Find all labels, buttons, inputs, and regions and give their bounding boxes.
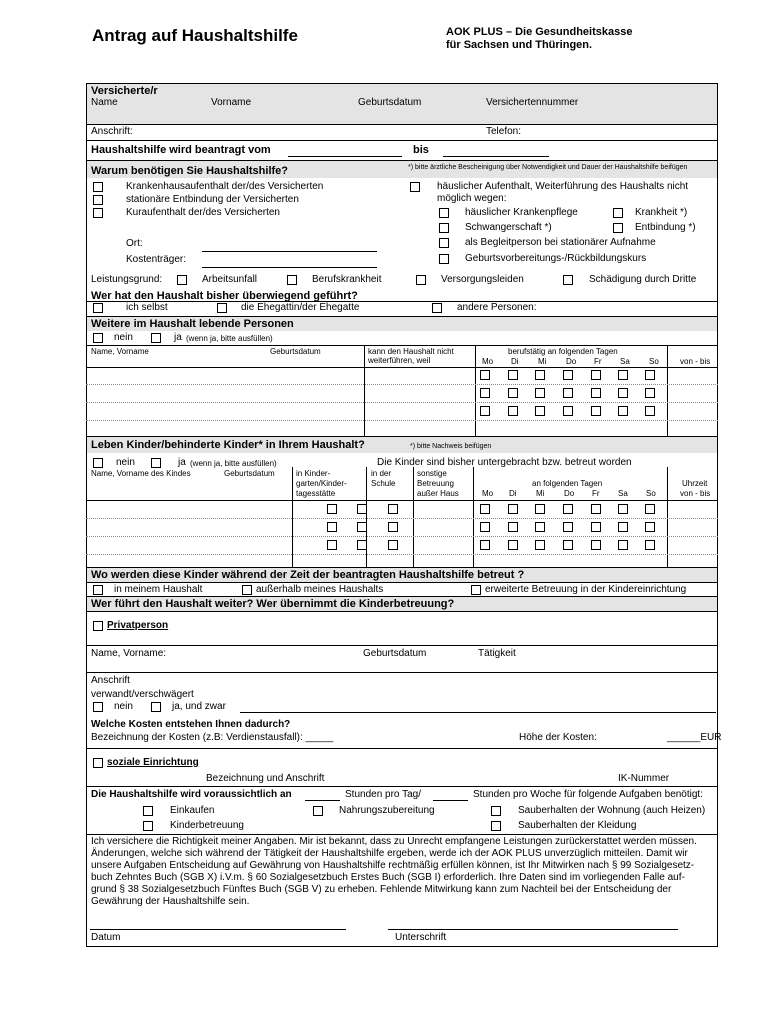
insured-heading: Versicherte/r xyxy=(91,85,158,97)
unterschrift-label: Unterschrift xyxy=(395,932,447,943)
kids-col-uhr2: von - bis xyxy=(680,489,711,498)
kids-checkbox[interactable] xyxy=(508,504,518,514)
others-heading: Weitere im Haushalt lebende Personen xyxy=(91,318,294,330)
einrichtung-ik-label: IK-Nummer xyxy=(618,773,670,784)
insured-vorname-label: Vorname xyxy=(211,97,252,108)
who-other-checkbox[interactable] xyxy=(432,303,442,313)
verwandt-nein-checkbox[interactable] xyxy=(93,702,103,712)
berufskrankheit-checkbox[interactable] xyxy=(287,275,297,285)
why-checkbox-1[interactable] xyxy=(93,182,103,192)
kids-ja-label: ja xyxy=(178,457,186,468)
krankheit-checkbox[interactable] xyxy=(613,208,623,218)
period-label: Haushaltshilfe wird beantragt vom xyxy=(91,144,271,156)
where-extended-checkbox[interactable] xyxy=(471,585,481,595)
private-geb-label: Geburtsdatum xyxy=(363,648,427,659)
kids-checkbox[interactable] xyxy=(591,540,601,550)
declaration-line-3: unsere Aufgaben Entscheidung auf Gewährung von Haushaltshilfe rechtmäßig erfüllen können, ist Ihr Mitwirken nach § 99 Sozialgesetz- xyxy=(91,860,695,871)
kinderbetreuung-checkbox[interactable] xyxy=(143,821,153,831)
kosten-bezeichnung-label: Bezeichnung der Kosten (z.B: Verdienstausfall): _____ xyxy=(91,732,334,743)
insured-name-input[interactable] xyxy=(90,110,710,123)
kids-checkbox[interactable] xyxy=(591,504,601,514)
where-heading: Wo werden diese Kinder während der Zeit der beantragten Haushaltshilfe betreut ? xyxy=(91,569,525,581)
schaedigung-label: Schädigung durch Dritte xyxy=(589,274,697,285)
period-bis-label: bis xyxy=(413,144,429,156)
kids-checkbox[interactable] xyxy=(645,504,655,514)
kinderbetreuung-label: Kinderbetreuung xyxy=(170,820,244,831)
kids-checkbox[interactable] xyxy=(480,540,490,550)
wohnung-label: Sauberhalten der Wohnung (auch Heizen) xyxy=(518,805,706,816)
geburtsvorbereitung-checkbox[interactable] xyxy=(439,254,449,264)
hours-label-c: Stunden pro Woche für folgende Aufgaben benötigt: xyxy=(473,789,703,800)
others-day-checkbox[interactable] xyxy=(480,370,490,380)
period-from-input[interactable] xyxy=(288,156,402,157)
others-col-days: berufstätig an folgenden Tagen xyxy=(508,347,618,356)
continue-heading: Wer führt den Haushalt weiter? Wer übernimmt die Kinderbetreuung? xyxy=(91,598,455,610)
others-col-reason2: weiterführen, weil xyxy=(368,356,431,365)
kids-day-mo: Mo xyxy=(482,489,494,498)
kids-checkbox[interactable] xyxy=(618,504,628,514)
kostentraeger-input[interactable] xyxy=(202,267,377,268)
others-col-vonbis: von - bis xyxy=(680,357,711,366)
kids-note: *) bitte Nachweis beifügen xyxy=(410,443,492,450)
schwangerschaft-label: Schwangerschaft *) xyxy=(465,222,552,233)
others-day-checkbox[interactable] xyxy=(508,406,518,416)
soziale-einrichtung-label: soziale Einrichtung xyxy=(107,757,199,768)
others-day-mi: Mi xyxy=(538,357,547,366)
others-day-checkbox[interactable] xyxy=(645,406,655,416)
kids-checkbox[interactable] xyxy=(563,522,573,532)
arbeitsunfall-checkbox[interactable] xyxy=(177,275,187,285)
nahrung-label: Nahrungszubereitung xyxy=(339,805,435,816)
others-day-fr: Fr xyxy=(594,357,602,366)
who-other-label: andere Personen: xyxy=(457,302,537,313)
kids-day-sa: Sa xyxy=(618,489,628,498)
kids-checkbox[interactable] xyxy=(645,540,655,550)
table-row xyxy=(86,518,718,519)
leistungsgrund-label: Leistungsgrund: xyxy=(91,274,163,285)
kids-checkbox[interactable] xyxy=(327,504,337,514)
others-day-checkbox[interactable] xyxy=(480,406,490,416)
haeusl-krankenpflege-checkbox[interactable] xyxy=(439,208,449,218)
declaration-line-5: grund § 38 Sozialgesetzbuch Fünftes Buch (SGB V) zu erheben. Fehlende Mitwirkung kann zum Nachteil bei der Entscheidung der xyxy=(91,884,672,895)
declaration-line-2: Änderungen, welche sich während der Tätigkeit der Haushaltshilfe ergeben, werde ich der AOK PLUS unverzüglich mitteilen. Damit wir xyxy=(91,848,688,859)
kids-col-sch2: Schule xyxy=(371,479,396,488)
schwangerschaft-checkbox[interactable] xyxy=(439,223,449,233)
begleitperson-label: als Begleitperson bei stationärer Aufnahme xyxy=(465,237,656,248)
others-day-checkbox[interactable] xyxy=(535,370,545,380)
who-spouse-label: die Ehegattin/der Ehegatte xyxy=(241,302,360,313)
others-day-sa: Sa xyxy=(620,357,630,366)
kids-checkbox[interactable] xyxy=(388,522,398,532)
kids-checkbox[interactable] xyxy=(508,540,518,550)
who-spouse-checkbox[interactable] xyxy=(217,303,227,313)
who-self-label: ich selbst xyxy=(126,302,168,313)
kids-day-mi: Mi xyxy=(536,489,545,498)
others-day-checkbox[interactable] xyxy=(563,406,573,416)
kids-checkbox[interactable] xyxy=(388,540,398,550)
others-ja-note: (wenn ja, bitte ausfüllen) xyxy=(186,334,273,343)
nahrung-checkbox[interactable] xyxy=(313,806,323,816)
hours-per-day-input[interactable] xyxy=(305,800,340,801)
table-row xyxy=(86,554,718,555)
kids-checkbox[interactable] xyxy=(357,540,367,550)
others-nein-label: nein xyxy=(114,332,133,343)
table-row xyxy=(86,384,718,385)
soziale-einrichtung-checkbox[interactable] xyxy=(93,758,103,768)
who-self-checkbox[interactable] xyxy=(93,303,103,313)
kids-checkbox[interactable] xyxy=(535,540,545,550)
others-day-checkbox[interactable] xyxy=(645,370,655,380)
arbeitsunfall-label: Arbeitsunfall xyxy=(202,274,258,285)
others-day-checkbox[interactable] xyxy=(480,388,490,398)
kleidung-checkbox[interactable] xyxy=(491,821,501,831)
kids-col-so3: außer Haus xyxy=(417,489,459,498)
kids-checkbox[interactable] xyxy=(480,522,490,532)
why-checkbox-3[interactable] xyxy=(93,208,103,218)
unterschrift-input[interactable] xyxy=(388,929,678,930)
kids-checkbox[interactable] xyxy=(327,540,337,550)
kids-col-so2: Betreuung xyxy=(417,479,454,488)
datum-input[interactable] xyxy=(90,929,346,930)
insured-versichertennummer-label: Versichertennummer xyxy=(486,97,579,108)
krankheit-label: Krankheit *) xyxy=(635,207,688,218)
others-day-checkbox[interactable] xyxy=(535,388,545,398)
anschrift-label: Anschrift: xyxy=(91,126,133,137)
others-col-reason1: kann den Haushalt nicht xyxy=(368,347,454,356)
declaration-line-6: Gewährung der Haushaltshilfe sein. xyxy=(91,896,250,907)
declaration-line-4: buch Zehntes Buch (SGB X) i.V.m. § 60 Sozialgesetzbuch Erstes Buch (SGB I) erforderlich. Ihre Daten sind im vorliegenden Falle auf- xyxy=(91,872,685,883)
others-col-geb: Geburtsdatum xyxy=(270,347,321,356)
others-day-checkbox[interactable] xyxy=(618,406,628,416)
period-to-input[interactable] xyxy=(443,156,549,157)
verwandt-ja-checkbox[interactable] xyxy=(151,702,161,712)
private-taet-label: Tätigkeit xyxy=(478,648,516,659)
kids-checkbox[interactable] xyxy=(618,522,628,532)
others-day-checkbox[interactable] xyxy=(591,406,601,416)
others-day-checkbox[interactable] xyxy=(535,406,545,416)
kids-checkbox[interactable] xyxy=(388,504,398,514)
table-row xyxy=(86,420,718,421)
others-day-mo: Mo xyxy=(482,357,494,366)
kids-checkbox[interactable] xyxy=(535,504,545,514)
kids-checkbox[interactable] xyxy=(508,522,518,532)
kids-checkbox[interactable] xyxy=(327,522,337,532)
verwandt-label: verwandt/verschwägert xyxy=(91,689,194,700)
private-name-label: Name, Vorname: xyxy=(91,648,167,659)
why-option-3: Kuraufenthalt der/des Versicherten xyxy=(126,207,280,218)
hours-per-week-input[interactable] xyxy=(433,800,468,801)
kids-checkbox[interactable] xyxy=(591,522,601,532)
declaration-line-1: Ich versichere die Richtigkeit meiner Angaben. Mir ist bekannt, dass zu Unrecht empfangene Leistungen zurückerstattet werden müssen. xyxy=(91,836,697,847)
org-line-1: AOK PLUS – Die Gesundheitskasse xyxy=(446,26,633,38)
where-outside-label: außerhalb meines Haushalts xyxy=(256,584,384,595)
schaedigung-checkbox[interactable] xyxy=(563,275,573,285)
kids-day-so: So xyxy=(646,489,656,498)
where-home-checkbox[interactable] xyxy=(93,585,103,595)
kids-day-do: Do xyxy=(564,489,575,498)
privatperson-label: Privatperson xyxy=(107,620,169,631)
kids-col-sch1: in der xyxy=(371,469,392,478)
why-option-2: stationäre Entbindung der Versicherten xyxy=(126,194,299,205)
begleitperson-checkbox[interactable] xyxy=(439,238,449,248)
why-home-line2: möglich wegen: xyxy=(437,193,507,204)
why-heading: Warum benötigen Sie Haushaltshilfe? xyxy=(91,165,289,177)
others-day-checkbox[interactable] xyxy=(645,388,655,398)
where-home-label: in meinem Haushalt xyxy=(114,584,203,595)
others-day-di: Di xyxy=(511,357,519,366)
others-day-do: Do xyxy=(566,357,577,366)
kids-checkbox[interactable] xyxy=(480,504,490,514)
kids-col-name: Name, Vorname des Kindes xyxy=(91,469,191,478)
table-row xyxy=(86,402,718,403)
kosten-hoehe-label: Höhe der Kosten: xyxy=(519,732,597,743)
kids-checkbox[interactable] xyxy=(618,540,628,550)
hours-label-b: Stunden pro Tag/ xyxy=(345,789,421,800)
kids-checkbox[interactable] xyxy=(563,540,573,550)
verwandt-nein-label: nein xyxy=(114,701,133,712)
hours-label-a: Die Haushaltshilfe wird voraussichtlich an xyxy=(91,789,292,800)
kids-col-geb: Geburtsdatum xyxy=(224,469,275,478)
others-day-checkbox[interactable] xyxy=(591,370,601,380)
others-day-checkbox[interactable] xyxy=(563,370,573,380)
table-row xyxy=(86,536,718,537)
kids-col-kg3: tagesstätte xyxy=(296,489,336,498)
entbindung-label: Entbindung *) xyxy=(635,222,696,233)
others-ja-checkbox[interactable] xyxy=(151,333,161,343)
why-note: *) bitte ärztliche Bescheinigung über Notwendigkeit und Dauer der Haushaltshilfe beifügen xyxy=(408,164,688,171)
org-line-2: für Sachsen und Thüringen. xyxy=(446,39,593,51)
page-title: Antrag auf Haushaltshilfe xyxy=(92,26,298,45)
why-checkbox-2[interactable] xyxy=(93,195,103,205)
ort-label: Ort: xyxy=(126,238,143,249)
why-option-1: Krankenhausaufenthalt der/des Versicherten xyxy=(126,181,324,192)
wohnung-checkbox[interactable] xyxy=(491,806,501,816)
others-ja-label: ja xyxy=(174,332,182,343)
einkaufen-label: Einkaufen xyxy=(170,805,215,816)
others-day-checkbox[interactable] xyxy=(508,388,518,398)
others-day-checkbox[interactable] xyxy=(618,370,628,380)
einkaufen-checkbox[interactable] xyxy=(143,806,153,816)
kids-checkbox[interactable] xyxy=(357,522,367,532)
why-home-line1: häuslicher Aufenthalt, Weiterführung des Haushalts nicht xyxy=(437,181,689,192)
kids-day-fr: Fr xyxy=(592,489,600,498)
kids-checkbox[interactable] xyxy=(645,522,655,532)
einrichtung-bez-label: Bezeichnung und Anschrift xyxy=(206,773,325,784)
others-nein-checkbox[interactable] xyxy=(93,333,103,343)
kids-nein-checkbox[interactable] xyxy=(93,458,103,468)
kids-sub-heading: Die Kinder sind bisher untergebracht bzw. betreut worden xyxy=(377,457,632,468)
datum-label: Datum xyxy=(91,932,121,943)
kostentraeger-label: Kostenträger: xyxy=(126,254,187,265)
kids-checkbox[interactable] xyxy=(535,522,545,532)
haeusl-krankenpflege-label: häuslicher Krankenpflege xyxy=(465,207,578,218)
others-day-checkbox[interactable] xyxy=(563,388,573,398)
kids-ja-note: (wenn ja, bitte ausfüllen) xyxy=(190,459,277,468)
others-day-checkbox[interactable] xyxy=(508,370,518,380)
privatperson-checkbox[interactable] xyxy=(93,621,103,631)
insured-name-label: Name xyxy=(91,97,118,108)
kids-checkbox[interactable] xyxy=(563,504,573,514)
kids-day-di: Di xyxy=(509,489,517,498)
kosten-question: Welche Kosten entstehen Ihnen dadurch? xyxy=(91,719,291,730)
kids-nein-label: nein xyxy=(116,457,135,468)
berufskrankheit-label: Berufskrankheit xyxy=(312,274,382,285)
ort-input[interactable] xyxy=(202,251,377,252)
kids-col-kg1: in Kinder- xyxy=(296,469,331,478)
others-col-name: Name, Vorname xyxy=(91,347,149,356)
where-outside-checkbox[interactable] xyxy=(242,585,252,595)
kids-col-uhr1: Uhrzeit xyxy=(682,479,708,488)
others-day-so: So xyxy=(649,357,659,366)
who-heading: Wer hat den Haushalt bisher überwiegend geführt? xyxy=(91,290,358,302)
verwandt-ja-label: ja, und zwar xyxy=(172,701,226,712)
where-extended-label: erweiterte Betreuung in der Kindereinrichtung xyxy=(485,584,687,595)
telefon-label: Telefon: xyxy=(486,126,522,137)
others-day-checkbox[interactable] xyxy=(618,388,628,398)
versorgungsleiden-checkbox[interactable] xyxy=(416,275,426,285)
kids-col-tage: an folgenden Tagen xyxy=(532,479,603,488)
verwandt-ja-input[interactable] xyxy=(240,712,716,713)
kosten-eur-field[interactable]: ______EUR xyxy=(667,732,722,743)
kids-heading: Leben Kinder/behinderte Kinder* in Ihrem Haushalt? xyxy=(91,439,365,451)
why-home-checkbox[interactable] xyxy=(410,182,420,192)
entbindung-checkbox[interactable] xyxy=(613,223,623,233)
others-day-checkbox[interactable] xyxy=(591,388,601,398)
versorgungsleiden-label: Versorgungsleiden xyxy=(441,274,524,285)
private-anschrift-label: Anschrift xyxy=(91,675,130,686)
insured-geburtsdatum-label: Geburtsdatum xyxy=(358,97,422,108)
kleidung-label: Sauberhalten der Kleidung xyxy=(518,820,637,831)
kids-col-so1: sonstige xyxy=(417,469,447,478)
geburtsvorbereitung-label: Geburtsvorbereitungs-/Rückbildungskurs xyxy=(465,253,647,264)
kids-ja-checkbox[interactable] xyxy=(151,458,161,468)
kids-col-kg2: garten/Kinder- xyxy=(296,479,347,488)
kids-checkbox[interactable] xyxy=(357,504,367,514)
